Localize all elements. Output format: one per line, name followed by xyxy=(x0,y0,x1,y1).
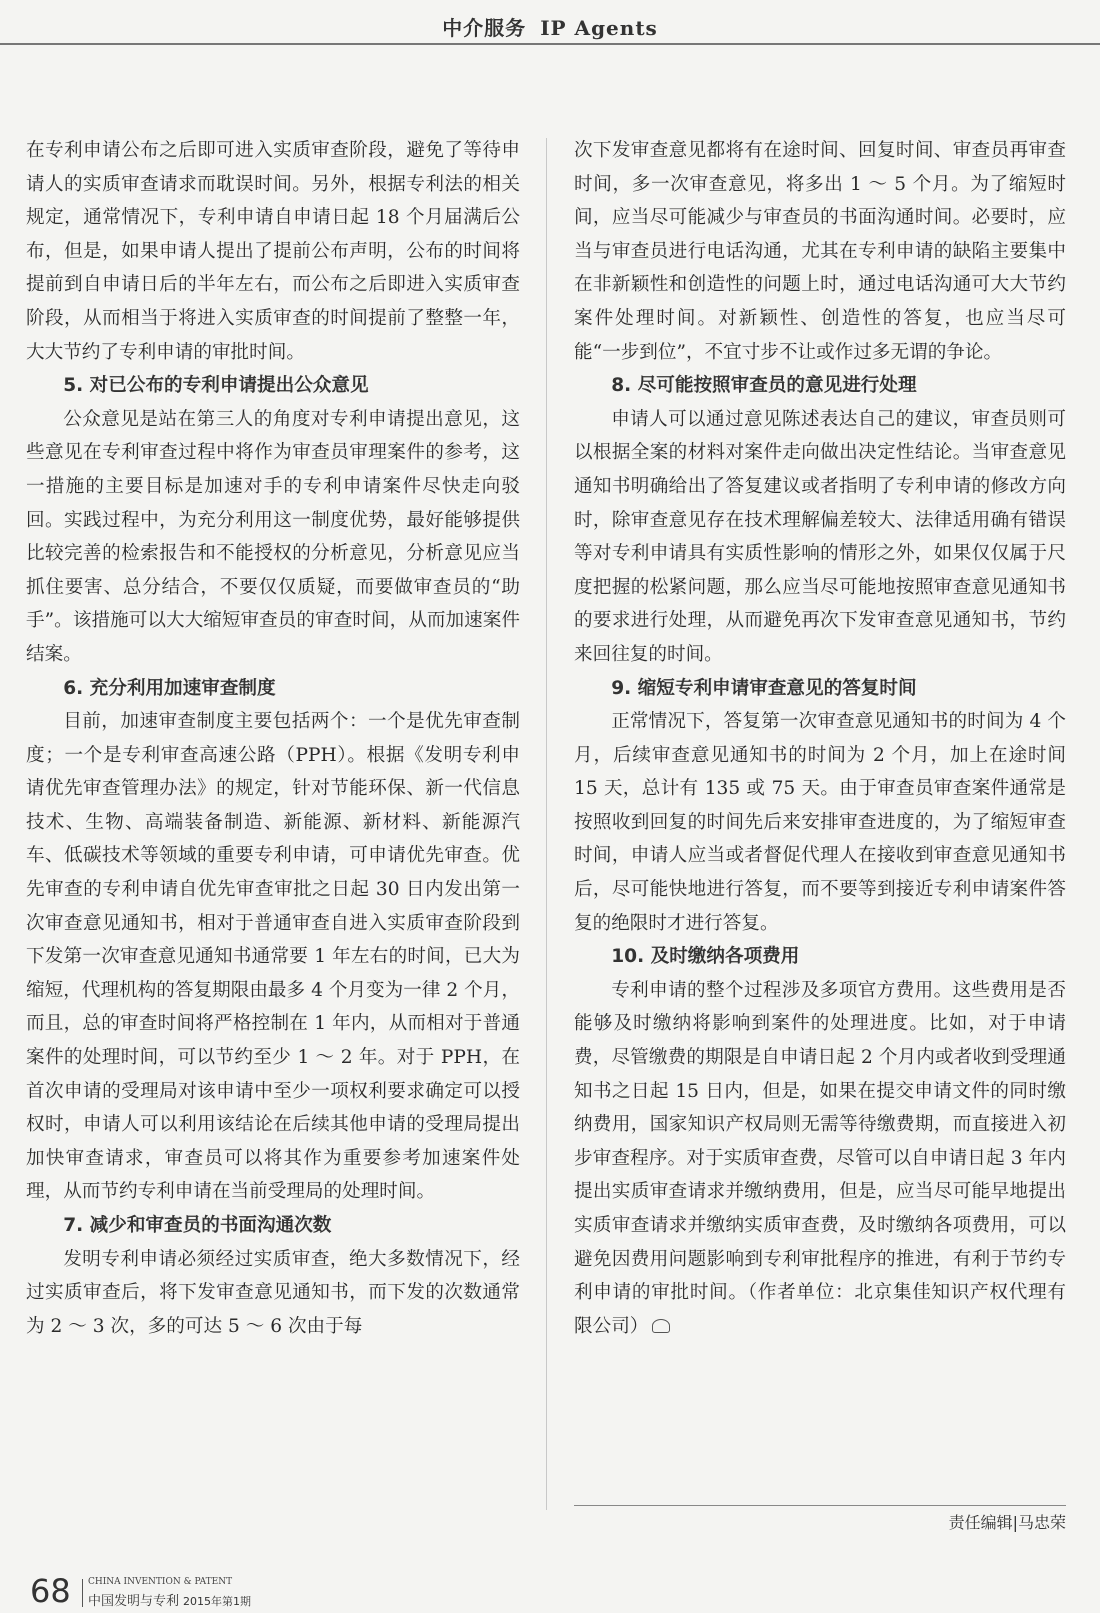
header-rule xyxy=(0,43,1100,45)
journal-name-cn: 中国发明与专利 xyxy=(88,1594,180,1609)
section-heading-10: 10. 及时缴纳各项费用 xyxy=(611,946,800,968)
paragraph: 发明专利申请必须经过实质审查，绝大多数情况下，经过实质审查后，将下发审查意见通知书，而下发的次数通常为 2 ～ 3 次，多的可达 5 ～ 6 次由于每 xyxy=(26,1248,520,1337)
paragraph-text: 专利申请的整个过程涉及多项官方费用。这些费用是否能够及时缴纳将影响到案件的处理进度。比如，对于申请费，尽管缴费的期限是自申请日起 2 个月内或者收到受理通知书之日起 15 日内，但是，如果在提交申请文件的同时缴纳费用，国家知识产权局则无需等待缴费期，而直接进入初步审查程序。对于实质审查费，尽管可以自申请日起 3 年内提出实质审查请求并缴纳费用，但是，应当尽可能早地提出实质审查请求并缴纳实质审查费，及时缴纳各项费用，可以避免因费用问题影响到专利审批程序的推进，有利于节约专利申请的审批时间。 xyxy=(574,979,1066,1304)
paragraph-last xyxy=(574,974,1066,1344)
paragraph: 在专利申请公布之后即可进入实质审查阶段，避免了等待申请人的实质审查请求而耽误时间。另外，根据专利法的相关规定，通常情况下，专利申请自申请日起 18 个月届满后公布，但是，如果申请人提出了提前公布声明，公布的时间将提前到自申请日后的半年左右，而公布之后即进入实质审查阶段，从而相当于将进入实质审查的时间提前了整整一年，大大节约了专利申请的审批时间。 xyxy=(26,140,520,363)
paragraph: 目前，加速审查制度主要包括两个：一个是优先审查制度；一个是专利审查高速公路（PPH）。根据《发明专利申请优先审查管理办法》的规定，针对节能环保、新一代信息技术、生物、高端装备制造、新能源、新材料、新能源汽车、低碳技术等领域的重要专利申请，可申请优先审查。优先审查的专利申请自优先审查审批之日起 30 日内发出第一次审查意见通知书，相对于普通审查自进入实质审查阶段到下发第一次审查意见通知书通常要 1 年左右的时间，已大为缩短，代理机构的答复期限由最多 4 个月变为一律 2 个月，而且，总的审查时间将严格控制在 1 年内，从而相对于普通案件的处理时间，可以节约至少 1 ～ 2 年。对于 PPH，在首次申请的受理局对该申请中至少一项权利要求确定可以授权时，申请人可以利用该结论在后续其他申请的受理局提出加快审查请求，审查员可以将其作为重要参考加速案件处理，从而节约专利申请在当前受理局的处理时间。 xyxy=(26,711,520,1203)
author-affiliation: （作者单位：北京集佳知识产权代理有限公司） xyxy=(574,1282,1066,1337)
journal-info xyxy=(88,1590,251,1609)
page-number: 68 xyxy=(30,1572,71,1610)
section-title xyxy=(0,12,1100,41)
journal-name-en: CHINA INVENTION & PATENT xyxy=(88,1577,233,1587)
page-header xyxy=(0,0,1100,44)
right-column xyxy=(574,134,1066,1343)
section-heading-8: 8. 尽可能按照审查员的意见进行处理 xyxy=(611,375,917,397)
end-mark-icon xyxy=(652,1319,670,1333)
column-divider xyxy=(546,138,547,1510)
journal-issue: 2015年第1期 xyxy=(183,1595,252,1608)
paragraph: 公众意见是站在第三人的角度对专利申请提出意见，这些意见在专利审查过程中将作为审查员审理案件的参考，这一措施的主要目标是加速对手的专利申请案件尽快走向驳回。实践过程中，为充分利用这一制度优势，最好能够提供比较完善的检索报告和不能授权的分析意见，分析意见应当抓住要害、总分结合，不要仅仅质疑，而要做审查员的“助手”。该措施可以大大缩短审查员的审查时间，从而加速案件结案。 xyxy=(26,408,520,665)
editor-rule xyxy=(574,1505,1066,1506)
section-heading-6: 6. 充分利用加速审查制度 xyxy=(63,677,276,699)
paragraph: 次下发审查意见都将有在途时间、回复时间、审查员再审查时间，多一次审查意见，将多出 1 ～ 5 个月。为了缩短时间，应当尽可能减少与审查员的书面沟通时间。必要时，应当与审查员进行电话沟通，尤其在专利申请的缺陷主要集中在非新颖性和创造性的问题上时，通过电话沟通可大大节约案件处理时间。对新颖性、创造性的答复，也应当尽可能“一步到位”，不宜寸步不让或作过多无谓的争论。 xyxy=(574,140,1066,363)
footer-rule xyxy=(82,1579,83,1607)
section-title-en: IP Agents xyxy=(540,16,658,40)
left-column xyxy=(26,134,520,1343)
section-heading-7: 7. 减少和审查员的书面沟通次数 xyxy=(63,1215,332,1236)
section-title-cn: 中介服务 xyxy=(442,16,527,40)
paragraph: 正常情况下，答复第一次审查意见通知书的时间为 4 个月，后续审查意见通知书的时间为 2 个月，加上在途时间 15 天，总计有 135 或 75 天。由于审查员审查案件通常是按照收到回复的时间先后来安排审查进度的，为了缩短审查时间，申请人应当或者督促代理人在接收到审查意见通知书后，尽可能快地进行答复，而不要等到接近专利申请案件答复的绝限时才进行答复。 xyxy=(574,711,1066,934)
responsible-editor: 责任编辑|马忠荣 xyxy=(948,1513,1066,1532)
section-heading-9: 9. 缩短专利申请审查意见的答复时间 xyxy=(611,677,917,699)
section-heading-5: 5. 对已公布的专利申请提出公众意见 xyxy=(63,375,369,397)
paragraph: 申请人可以通过意见陈述表达自己的建议，审查员则可以根据全案的材料对案件走向做出决定性结论。当审查意见通知书明确给出了答复建议或者指明了专利申请的修改方向时，除审查意见存在技术理解偏差较大、法律适用确有错误等对专利申请具有实质性影响的情形之外，如果仅仅属于尺度把握的松紧问题，那么应当尽可能地按照审查意见通知书的要求进行处理，从而避免再次下发审查意见通知书，节约来回往复的时间。 xyxy=(574,408,1066,665)
